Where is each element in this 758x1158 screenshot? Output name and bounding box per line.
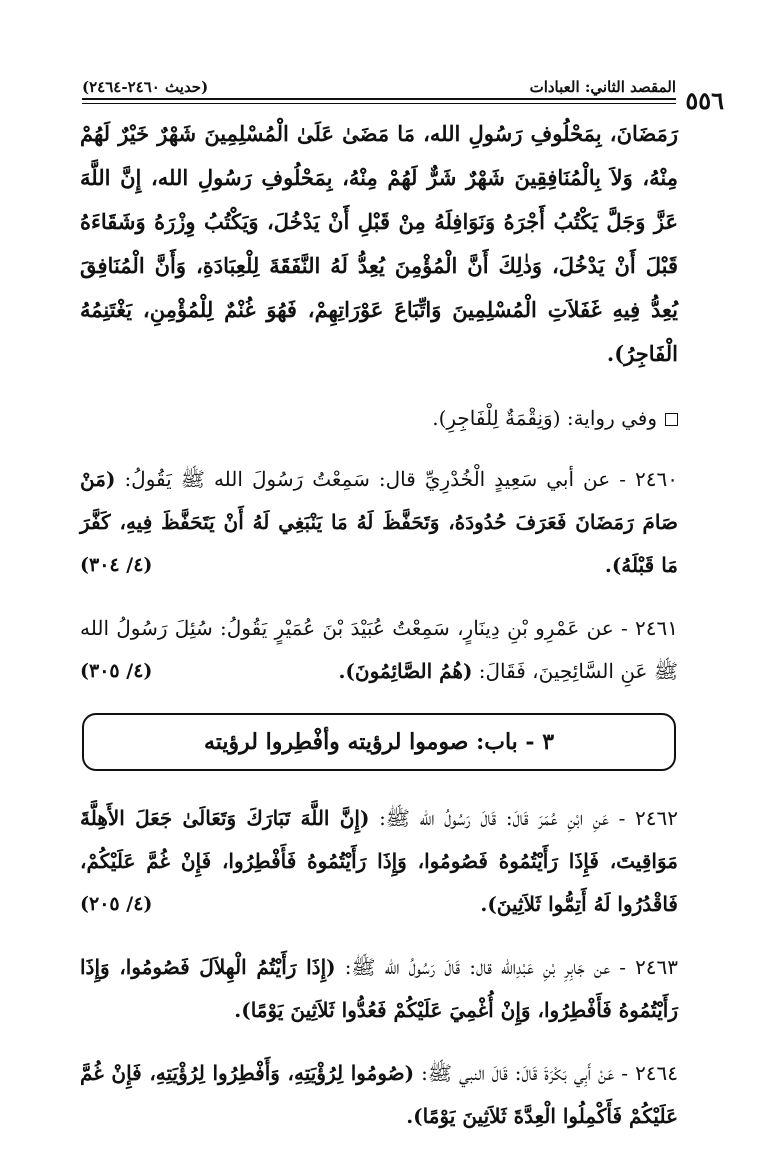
variant-note — [80, 398, 678, 438]
hadith-number: ٢٤٦٣ — [635, 955, 679, 979]
hadith-2460 — [80, 458, 678, 587]
running-header — [82, 66, 676, 96]
hadith-reference: (٤/ ٣٠٥) — [80, 660, 153, 682]
hadith-text: (صُومُوا لِرُؤْيَتِهِ، وَأَفْطِرُوا لِرُؤْيَتِهِ، فَإِنْ غُمَّ عَلَيْكُمْ فَأَكْمِلُوا الْعِدَّةَ ثَلاَثِينَ يَوْمًا). — [80, 1061, 678, 1128]
hadith-chain: - عَنِ ابْنِ عُمَرَ قَالَ: قَالَ رَسُولُ الله ﷺ: — [379, 806, 626, 830]
hadith-number: ٢٤٦٠ — [635, 467, 678, 491]
hadith-chain: - عن جَابِرِ بْنِ عَبْدِالله قال: قَالَ رَسُولُ الله ﷺ: — [344, 955, 626, 979]
page-body — [80, 112, 678, 1158]
hadith-number: ٢٤٦١ — [635, 616, 678, 640]
hadith-text: (هُمُ الصَّائِمُونَ). — [338, 659, 473, 683]
hadith-text: (إِنَّ اللَّهَ تَبَارَكَ وَتَعَالَىٰ جَعَلَ الأَهِلَّةَ مَوَاقِيتَ، فَإِذَا رَأَيْتُمُوهُ فَصُومُوا، وَإِذَا رَأَيْتُمُوهُ فَأَفْطِرُوا، فَإِنْ غُمَّ عَلَيْكُمْ، فَاقْدُرُوا لَهُ أَتِمُّوا ثَلاَثِينَ). — [80, 806, 678, 916]
hadith-2464 — [80, 1052, 678, 1138]
hadith-chain: - عن أبي سَعِيدٍ الْخُدْرِيِّ قال: سَمِعْتُ رَسُولَ الله ﷺ يَقُولُ: — [124, 467, 626, 491]
chapter-heading — [82, 713, 676, 771]
hadith-reference: (٤/ ٢٠٥) — [80, 893, 153, 915]
hadith-number: ٢٤٦٢ — [635, 806, 678, 830]
hadith-2462 — [80, 797, 678, 926]
continued-hadith-text: رَمَضَانَ، بِمَحْلُوفِ رَسُولِ الله، مَا مَضَىٰ عَلَىٰ الْمُسْلِمِينَ شَهْرٌ خَيْرٌ لَهُمْ مِنْهُ، وَلاَ بِالْمُنَافِقِينَ شَهْرٌ شَرٌّ لَهُمْ مِنْهُ، بِمَحْلُوفِ رَسُولِ الله، إِنَّ اللَّهَ عَزَّ وَجَلَّ يَكْتُبُ أَجْرَهُ وَنَوَافِلَهُ مِنْ قَبْلِ أَنْ يَدْخُلَ، وَيَكْتُبُ وِزْرَهُ وَشَقَاءَهُ قَبْلَ أَنْ يَدْخُلَ، وَذٰلِكَ أَنَّ الْمُؤْمِنَ يُعِدُّ لَهُ النَّفَقَةَ لِلْعِبَادَةِ، وَأَنَّ الْمُنَافِقَ يُعِدُّ فِيهِ غَفَلاَتِ الْمُسْلِمِينَ وَاتِّبَاعَ عَوْرَاتِهِمْ، فَهُوَ غُنْمٌ لِلْمُؤْمِنِ، يَغْتَنِمُهُ الْفَاجِرُ). — [80, 121, 678, 366]
hadith-text: (مَنْ صَامَ رَمَضَانَ فَعَرَفَ حُدُودَهُ، وَتَحَفَّظَ لَهُ مَا يَنْبَغِي لَهُ أَنْ يَتَحَفَّظَ فِيهِ، كَفَّرَ مَا قَبْلَهُ). — [80, 467, 678, 577]
section-title: المقصد الثاني: العبادات — [529, 78, 676, 96]
hadith-range: (حديث ٢٤٦٠-٢٤٦٤) — [82, 78, 209, 96]
variant-note-text: وفي رواية: (وَنِقْمَةٌ لِلْفَاجِرِ). — [432, 406, 657, 430]
chapter-title: ٣ - باب: صوموا لرؤيته وأفْطِروا لرؤيته — [203, 729, 555, 755]
hadith-reference: (٤/ ٣٠٤) — [80, 554, 153, 576]
hadith-2461 — [80, 607, 678, 693]
hadith-text: (إِذَا رَأَيْتُمُ الْهِلاَلَ فَصُومُوا، وَإِذَا رَأَيْتُمُوهُ فَأَفْطِرُوا، وَإِنْ أُغْمِيَ عَلَيْكُمْ فَعُدُّوا ثَلاَثِينَ يَوْمًا). — [80, 955, 678, 1022]
page-number: ٥٥٦ — [685, 86, 724, 115]
hadith-2463 — [80, 946, 678, 1032]
header-rule — [82, 98, 676, 104]
square-bullet-icon — [665, 413, 678, 426]
hadith-chain: - عن عَمْرِو بْنِ دِينَارٍ، سَمِعْتُ عُبَيْدَ بْنَ عُمَيْرٍ يَقُولُ: سُئِلَ رَسُولُ الله ﷺ عَنِ السَّائِحِينَ، فَقَالَ: — [80, 616, 678, 683]
hadith-number: ٢٤٦٤ — [635, 1061, 679, 1085]
hadith-chain: - عَنْ أَبِي بَكْرَةَ قَالَ: قَالَ النبي ﷺ: — [421, 1061, 629, 1085]
